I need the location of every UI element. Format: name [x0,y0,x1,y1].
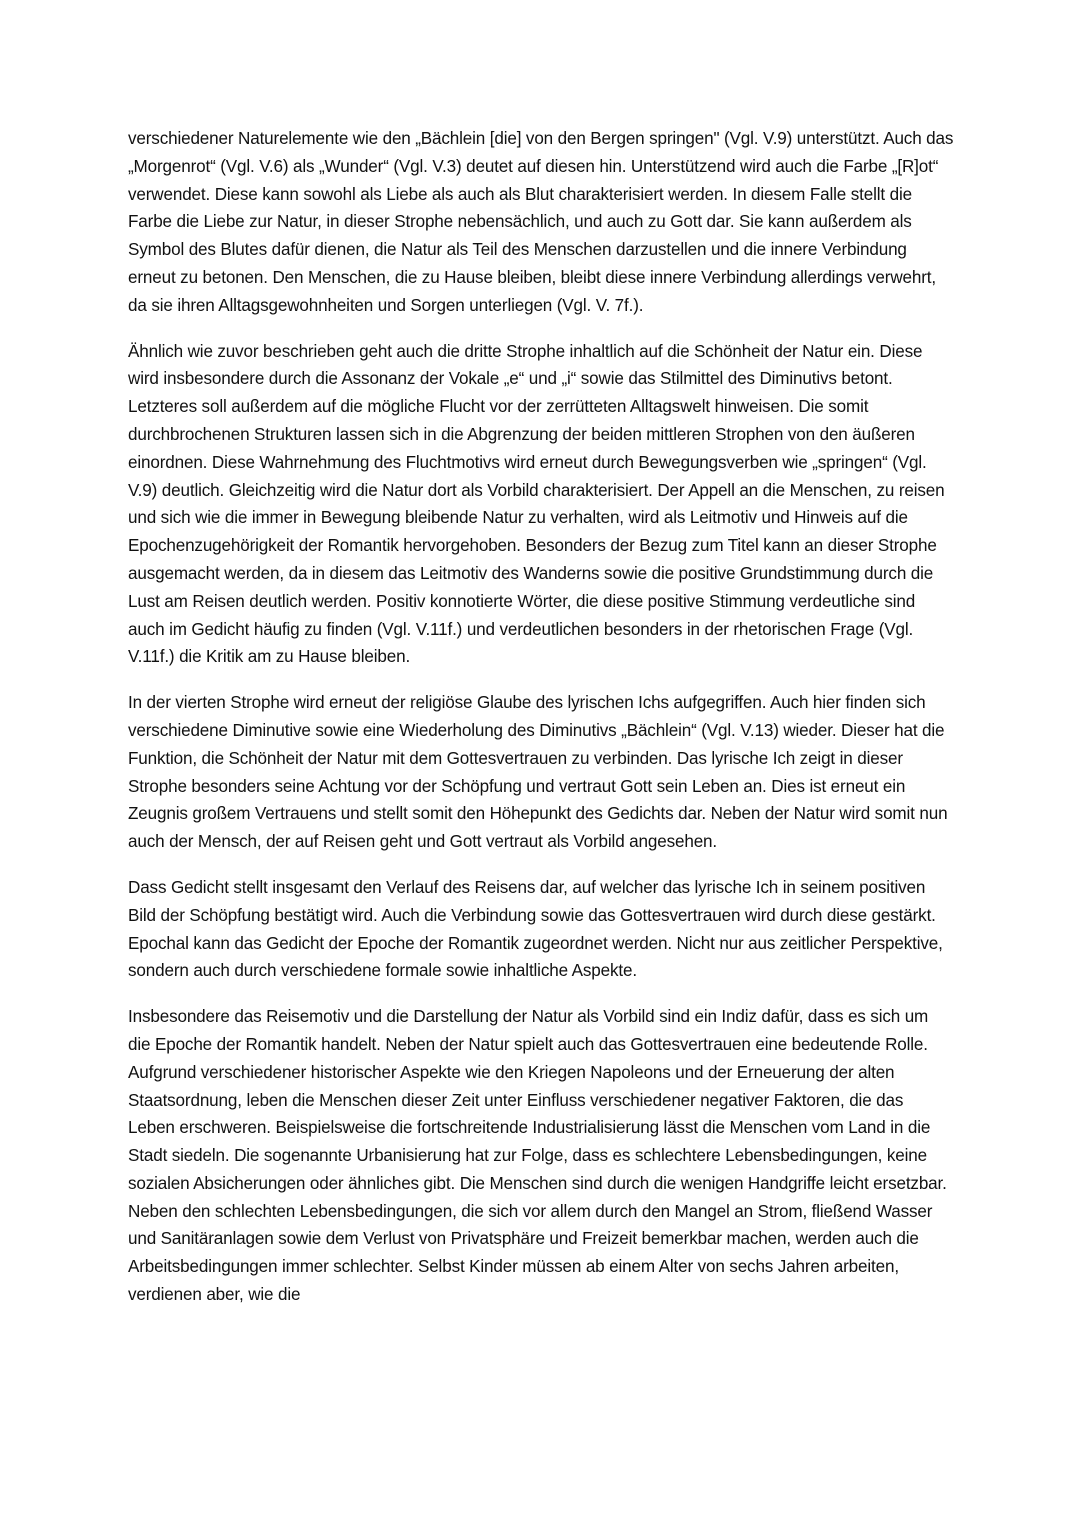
paragraph-epoch-context: Insbesondere das Reisemotiv und die Darstellung der Natur als Vorbild sind ein Indiz dafür, dass es sich um die Epoche der Romantik handelt. Neben der Natur spielt auch das Gottesvertrauen eine bedeutende Rolle. Aufgrund verschiedener historischer Aspekte wie den Kriegen Napoleons und der Erneuerung der alten Staatsordnung, leben die Menschen dieser Zeit unter Einfluss verschiedener negativer Faktoren, die das Leben erschweren. Beispielsweise die fortschreitende Industrialisierung lässt die Menschen vom Land in die Stadt siedeln. Die sogenannte Urbanisierung hat zur Folge, dass es schlechtere Lebensbedingungen, keine sozialen Absicherungen oder ähnliches gibt. Die Menschen sind durch die wenigen Handgriffe leicht ersetzbar. Neben den schlechten Lebensbedingungen, die sich vor allem durch den Mangel an Strom, fließend Wasser und Sanitäranlagen sowie dem Verlust von Privatsphäre und Freizeit bemerkbar machen, werden auch die Arbeitsbedingungen immer schlechter. Selbst Kinder müssen ab einem Alter von sechs Jahren arbeiten, verdienen aber, wie die [128,1007,947,1305]
document-page [128,125,954,1327]
paragraph-summary: Dass Gedicht stellt insgesamt den Verlauf des Reisens dar, auf welcher das lyrische Ich in seinem positiven Bild der Schöpfung bestätigt wird. Auch die Verbindung sowie das Gottesvertrauen wird durch diese gestärkt. Epochal kann das Gedicht der Epoche der Romantik zugeordnet werden. Nicht nur aus zeitlicher Perspektive, sondern auch durch verschiedene formale sowie inhaltliche Aspekte. [128,877,943,981]
paragraph-strophe-three: Ähnlich wie zuvor beschrieben geht auch die dritte Strophe inhaltlich auf die Schönheit der Natur ein. Diese wird insbesondere durch die Assonanz der Vokale „e“ und „i“ sowie das Stilmittel des Diminutivs betont. Letzteres soll außerdem auf die mögliche Flucht vor der zerrütteten Alltagswelt hinweisen. Die somit durchbrochenen Strukturen lassen sich in die Abgrenzung der beiden mittleren Strophen von den äußeren einordnen. Diese Wahrnehmung des Fluchtmotivs wird erneut durch Bewegungsverben wie „springen“ (Vgl. V.9) deutlich. Gleichzeitig wird die Natur dort als Vorbild charakterisiert. Der Appell an die Menschen, zu reisen und sich wie die immer in Bewegung bleibende Natur zu verhalten, wird als Leitmotiv und Hinweis auf die Epochenzugehörigkeit der Romantik hervorgehoben. Besonders der Bezug zum Titel kann an dieser Strophe ausgemacht werden, da in diesem das Leitmotiv des Wanderns sowie die positive Grundstimmung durch die Lust am Reisen deutlich werden. Positiv konnotierte Wörter, die diese positive Stimmung verdeutliche sind auch im Gedicht häufig zu finden (Vgl. V.11f.) und verdeutlichen besonders in der rhetorischen Frage (Vgl. V.11f.) die Kritik am zu Hause bleiben. [128,341,945,667]
paragraph-strophe-four: In der vierten Strophe wird erneut der religiöse Glaube des lyrischen Ichs aufgegriffen. Auch hier finden sich verschiedene Diminutive sowie eine Wiederholung des Diminutivs „Bächlein“ (Vgl. V.13) wieder. Dieser hat die Funktion, die Schönheit der Natur mit dem Gottesvertrauen zu verbinden. Das lyrische Ich zeigt in dieser Strophe besonders seine Achtung vor der Schöpfung und vertraut Gott sein Leben an. Dies ist erneut ein Zeugnis großem Vertrauens und stellt somit den Höhepunkt des Gedichts dar. Neben der Natur wird somit nun auch der Mensch, der auf Reisen geht und Gott vertraut als Vorbild angesehen. [128,693,948,852]
paragraph-strophe-two-end: verschiedener Naturelemente wie den „Bächlein [die] von den Bergen springen" (Vgl. V.9) unterstützt. Auch das „Morgenrot“ (Vgl. V.6) als „Wunder“ (Vgl. V.3) deutet auf diesen hin. Unterstützend wird auch die Farbe „[R]ot“ verwendet. Diese kann sowohl als Liebe als auch als Blut charakterisiert werden. In diesem Falle stellt die Farbe die Liebe zur Natur, in dieser Strophe nebensächlich, und auch zu Gott dar. Sie kann außerdem als Symbol des Blutes dafür dienen, die Natur als Teil des Menschen darzustellen und die innere Verbindung erneut zu betonen. Den Menschen, die zu Hause bleiben, bleibt diese innere Verbindung allerdings verwehrt, da sie ihren Alltagsgewohnheiten und Sorgen unterliegen (Vgl. V. 7f.). [128,129,954,315]
